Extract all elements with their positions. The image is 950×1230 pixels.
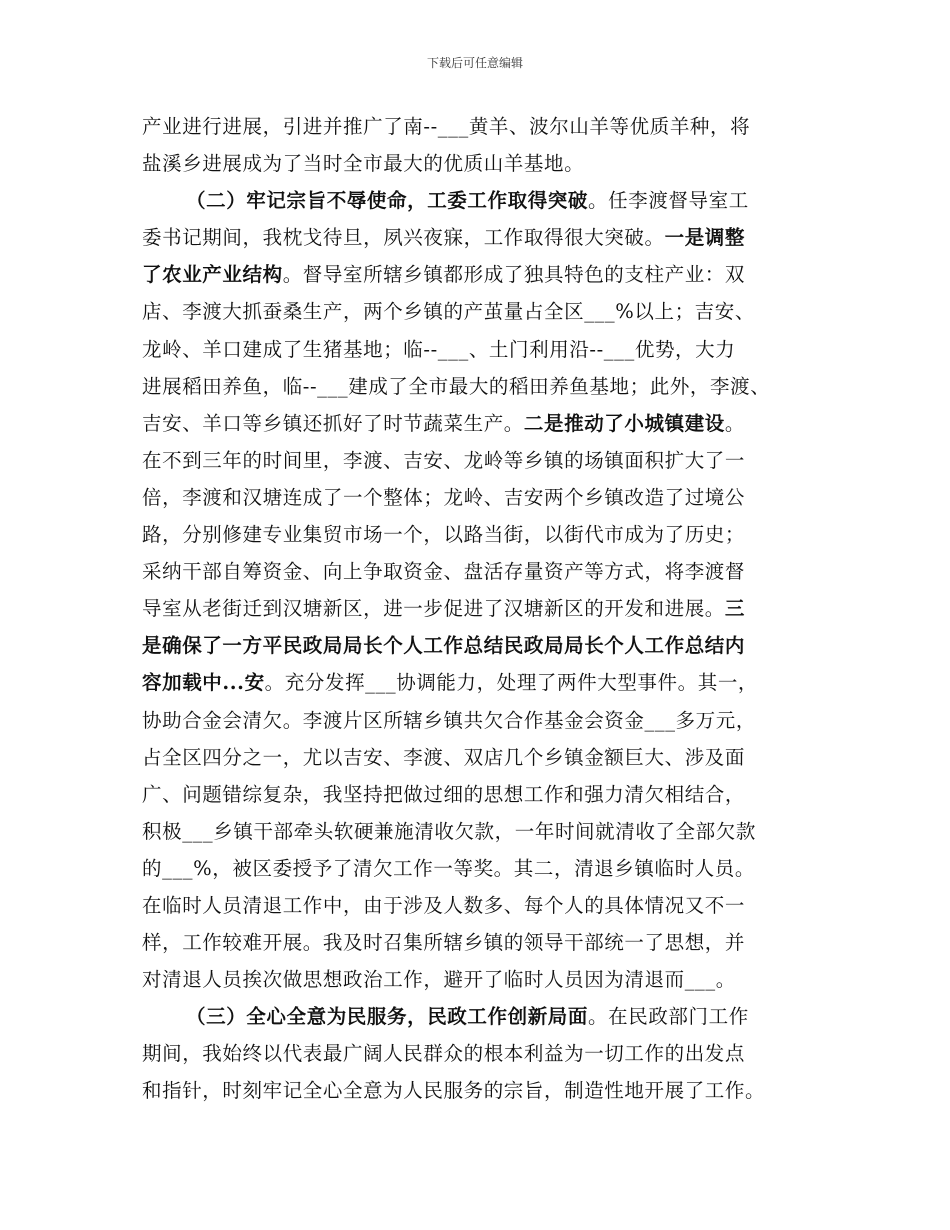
text-run: 龙岭、羊口建成了生猪基地；临--___、土门利用沿--___优势，大力 xyxy=(142,337,736,361)
text-run: 。 xyxy=(724,411,746,435)
text-run: 广、问题错综复杂，我坚持把做过细的思想工作和强力清欠相结合， xyxy=(142,782,746,806)
bold-text-run: （三）全心全意为民服务，民政工作创新局面 xyxy=(186,1005,589,1029)
text-run: 采纳干部自筹资金、向上争取资金、盘活存量资产等方式，将李渡督 xyxy=(142,560,746,584)
text-line xyxy=(142,479,832,516)
text-line xyxy=(142,553,832,590)
page-header-note: 下载后可任意编辑 xyxy=(426,56,523,70)
text-line xyxy=(142,442,832,479)
text-run: 协助合金会清欠。李渡片区所辖乡镇共欠合作基金会资金___多万元， xyxy=(142,708,756,732)
text-line xyxy=(142,368,832,405)
text-run: 店、李渡大抓蚕桑生产，两个乡镇的产茧量占全区___%以上；吉安、 xyxy=(142,300,755,324)
text-line xyxy=(142,887,832,924)
bold-text-run: （二）牢记宗旨不辱使命，工委工作取得突破 xyxy=(186,189,589,213)
document-body xyxy=(142,108,832,1110)
text-run: 的___%，被区委授予了清欠工作一等奖。其二，清退乡镇临时人员。 xyxy=(142,856,755,880)
text-run: 。充分发挥___协调能力，处理了两件大型事件。其一， xyxy=(264,671,759,695)
text-run: 委书记期间，我枕戈待旦，夙兴夜寐，工作取得很大突破。 xyxy=(142,226,665,250)
section-heading-line xyxy=(142,182,832,219)
text-run: 导室从老街迁到汉塘新区，进一步促进了汉塘新区的开发和进展。 xyxy=(142,597,725,621)
bold-text-run: 一是调整 xyxy=(664,226,746,250)
text-run: 。任李渡督导室工 xyxy=(588,189,749,213)
bold-text-run: 容加载中...安 xyxy=(142,671,265,695)
text-run: 。在民政部门工作 xyxy=(588,1005,749,1029)
text-run: 和指针，时刻牢记全心全意为人民服务的宗旨，制造性地开展了工作。 xyxy=(142,1079,766,1103)
text-run: 进展稻田养鱼，临--___建成了全市最大的稻田养鱼基地；此外，李渡、 xyxy=(142,374,771,398)
text-line xyxy=(142,813,832,850)
text-line xyxy=(142,219,832,256)
text-line xyxy=(142,961,832,998)
text-line xyxy=(142,1072,832,1109)
bold-text-run: 是确保了一方平民政局局长个人工作总结民政局局长个人工作总结内 xyxy=(142,634,746,658)
text-run: 。督导室所辖乡镇都形成了独具特色的支柱产业：双 xyxy=(282,263,746,287)
text-run: 期间，我始终以代表最广阔人民群众的根本利益为一切工作的出发点 xyxy=(142,1042,746,1066)
text-line xyxy=(142,739,832,776)
text-line xyxy=(142,664,832,701)
text-run: 吉安、羊口等乡镇还抓好了时节蔬菜生产。 xyxy=(142,411,524,435)
text-line xyxy=(142,293,832,330)
text-run: 盐溪乡进展成为了当时全市最大的优质山羊基地。 xyxy=(142,152,585,176)
text-line xyxy=(142,331,832,368)
text-run: 在不到三年的时间里，李渡、吉安、龙岭等乡镇的场镇面积扩大了一 xyxy=(142,448,746,472)
text-line xyxy=(142,850,832,887)
text-line xyxy=(142,516,832,553)
text-line xyxy=(142,590,832,627)
text-run: 占全区四分之一，尤以吉安、李渡、双店几个乡镇金额巨大、涉及面 xyxy=(142,745,746,769)
text-line xyxy=(142,108,832,145)
text-line xyxy=(142,776,832,813)
text-line xyxy=(142,627,832,664)
text-run: 在临时人员清退工作中，由于涉及人数多、每个人的具体情况又不一 xyxy=(142,893,746,917)
text-run: 对清退人员挨次做思想政治工作，避开了临时人员因为清退而___。 xyxy=(142,968,736,992)
bold-text-run: 了农业产业结构 xyxy=(142,263,283,287)
text-run: 积极___乡镇干部牵头软硬兼施清收欠款，一年时间就清收了全部欠款 xyxy=(142,819,756,843)
text-line xyxy=(142,405,832,442)
text-line xyxy=(142,256,832,293)
text-run: 产业进行进展，引进并推广了南--___黄羊、波尔山羊等优质羊种，将 xyxy=(142,115,751,138)
text-line xyxy=(142,145,832,182)
text-run: 倍，李渡和汉塘连成了一个整体；龙岭、吉安两个乡镇改造了过境公 xyxy=(142,485,746,509)
text-run: 路，分别修建专业集贸市场一个，以路当街，以街代市成为了历史； xyxy=(142,523,746,547)
bold-text-run: 三 xyxy=(724,597,746,621)
text-line xyxy=(142,1035,832,1072)
text-run: 样，工作较难开展。我及时召集所辖乡镇的领导干部统一了思想，并 xyxy=(142,931,746,955)
text-line xyxy=(142,702,832,739)
bold-text-run: 二是推动了小城镇建设 xyxy=(523,411,725,435)
text-line xyxy=(142,924,832,961)
section-heading-line xyxy=(142,998,832,1035)
